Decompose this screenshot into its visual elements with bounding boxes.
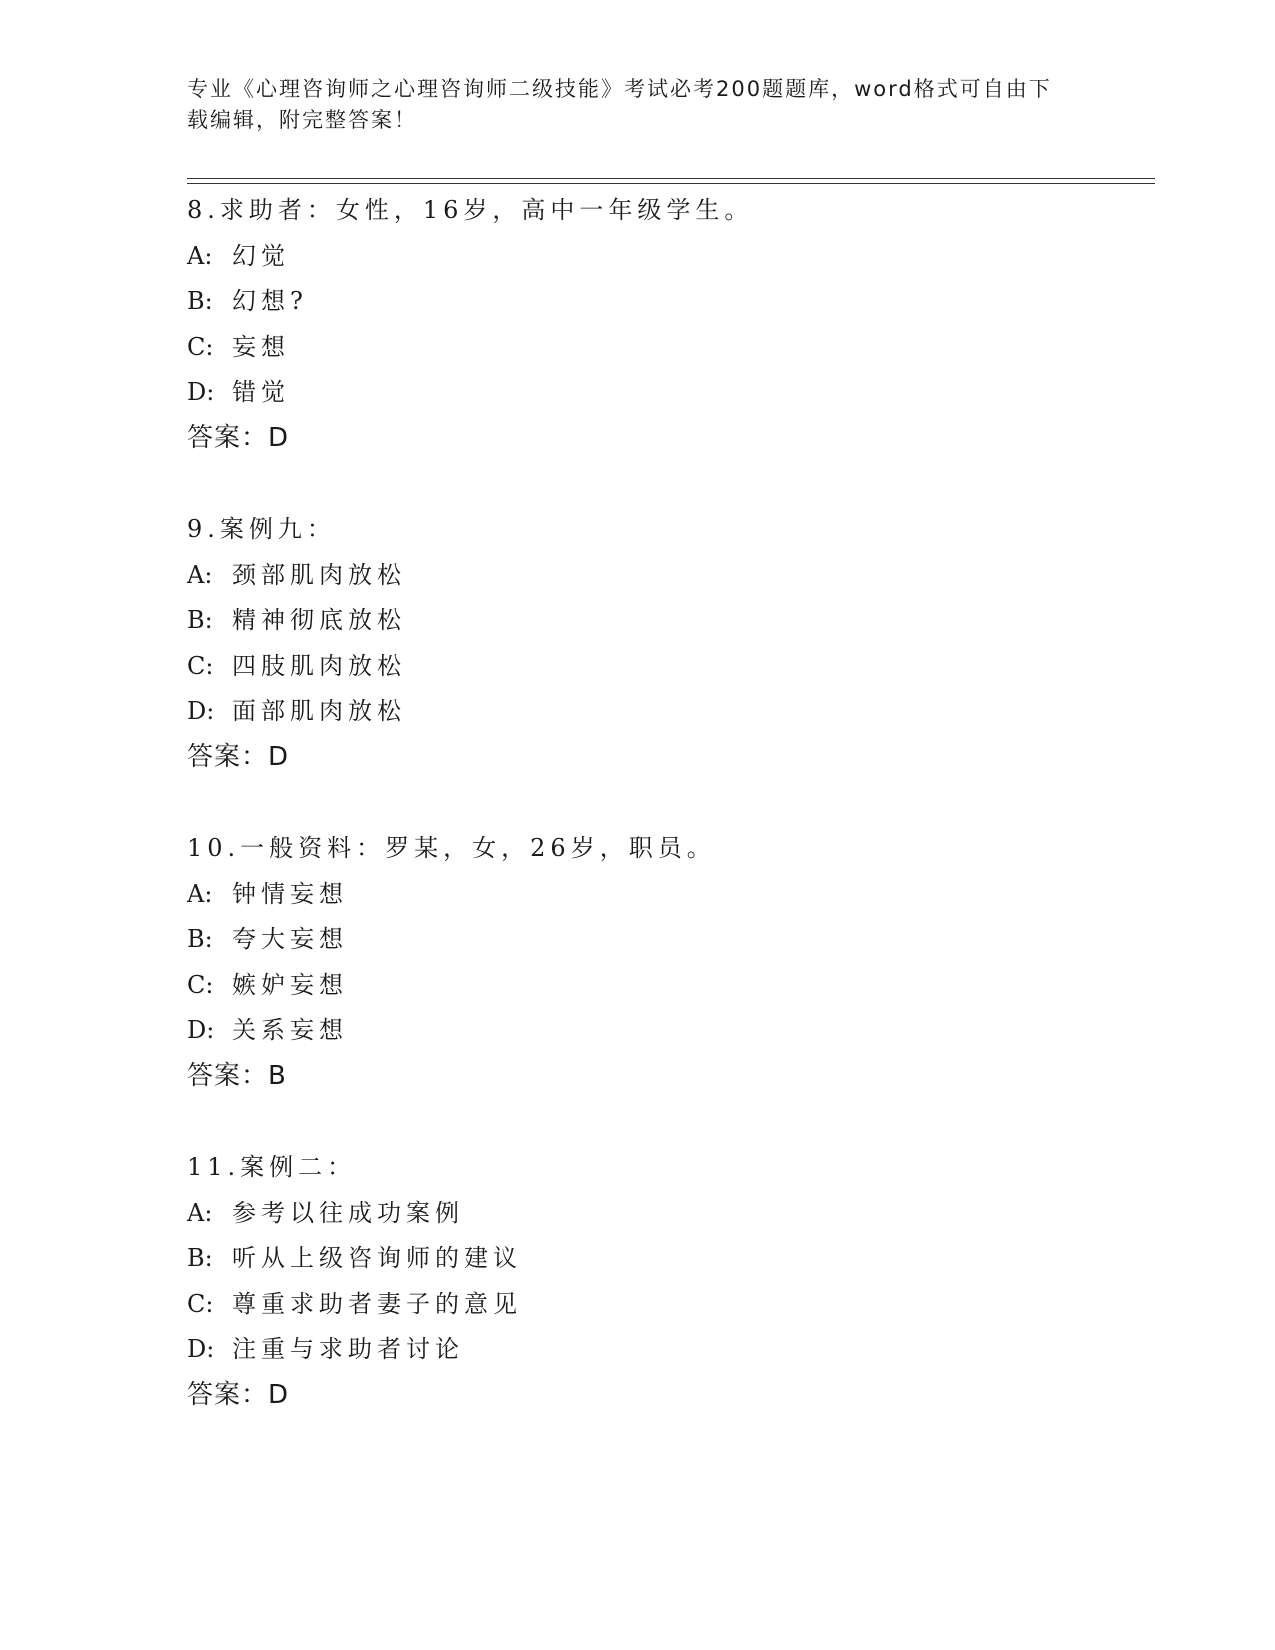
option-label: B: bbox=[187, 287, 213, 315]
option-a bbox=[187, 1191, 1147, 1237]
option-label: C: bbox=[187, 970, 214, 999]
header-divider-top bbox=[187, 178, 1155, 179]
option-text: 听从上级咨询师的建议 bbox=[232, 1244, 522, 1272]
document-header: 专业《心理咨询师之心理咨询师二级技能》考试必考200题题库，word格式可自由下载编辑，附完整答案！ bbox=[187, 77, 1052, 132]
question-stem: 8.求助者：女性，16岁，高中一年级学生。 bbox=[187, 196, 754, 224]
question-stem: 11.案例二： bbox=[187, 1153, 357, 1181]
option-text: 嫉妒妄想 bbox=[232, 970, 348, 999]
option-text: 注重与求助者讨论 bbox=[232, 1335, 464, 1363]
option-text: 错觉 bbox=[232, 378, 290, 406]
option-c bbox=[187, 963, 1147, 1009]
option-text: 妄想 bbox=[232, 332, 290, 361]
question-stem: 10.一般资料：罗某，女，26岁，职员。 bbox=[187, 834, 716, 862]
option-label: D: bbox=[187, 1016, 215, 1044]
option-a bbox=[187, 553, 1147, 599]
option-b bbox=[187, 598, 1147, 644]
option-label: D: bbox=[187, 697, 215, 725]
option-label: A: bbox=[187, 560, 213, 589]
option-label: C: bbox=[187, 651, 214, 680]
option-c bbox=[187, 644, 1147, 690]
answer-line: 答案：B bbox=[187, 1060, 287, 1091]
option-label: B: bbox=[187, 606, 213, 634]
answer-line: 答案：D bbox=[187, 741, 290, 772]
option-b bbox=[187, 279, 1147, 325]
option-text: 幻觉 bbox=[232, 241, 290, 270]
option-label: B: bbox=[187, 925, 213, 953]
option-text: 面部肌肉放松 bbox=[232, 697, 406, 725]
option-c bbox=[187, 325, 1147, 371]
question-stem: 9.案例九： bbox=[187, 515, 336, 543]
option-a bbox=[187, 234, 1147, 280]
answer-line: 答案：D bbox=[187, 422, 290, 453]
option-label: A: bbox=[187, 1198, 213, 1227]
question-block bbox=[187, 826, 1147, 1099]
header-divider-bottom bbox=[187, 183, 1155, 184]
option-c bbox=[187, 1282, 1147, 1328]
question-block bbox=[187, 1145, 1147, 1418]
option-text: 参考以往成功案例 bbox=[232, 1198, 464, 1227]
option-label: C: bbox=[187, 332, 214, 361]
option-label: B: bbox=[187, 1244, 213, 1272]
question-block bbox=[187, 507, 1147, 780]
option-text: 颈部肌肉放松 bbox=[232, 560, 406, 589]
option-label: C: bbox=[187, 1289, 214, 1318]
option-label: D: bbox=[187, 378, 215, 406]
answer-line: 答案：D bbox=[187, 1379, 290, 1410]
option-text: 关系妄想 bbox=[232, 1016, 348, 1044]
option-d bbox=[187, 1327, 1147, 1373]
option-text: 夸大妄想 bbox=[232, 925, 348, 953]
option-text: 幻想? bbox=[232, 287, 308, 315]
question-block bbox=[187, 188, 1147, 461]
option-label: A: bbox=[187, 879, 213, 908]
option-text: 尊重求助者妻子的意见 bbox=[232, 1289, 522, 1318]
option-text: 精神彻底放松 bbox=[232, 606, 406, 634]
option-b bbox=[187, 917, 1147, 963]
option-d bbox=[187, 370, 1147, 416]
option-text: 四肢肌肉放松 bbox=[232, 651, 406, 680]
option-a bbox=[187, 872, 1147, 918]
option-label: D: bbox=[187, 1335, 215, 1363]
option-b bbox=[187, 1236, 1147, 1282]
option-d bbox=[187, 689, 1147, 735]
option-text: 钟情妄想 bbox=[232, 879, 348, 908]
option-d bbox=[187, 1008, 1147, 1054]
option-label: A: bbox=[187, 241, 213, 270]
